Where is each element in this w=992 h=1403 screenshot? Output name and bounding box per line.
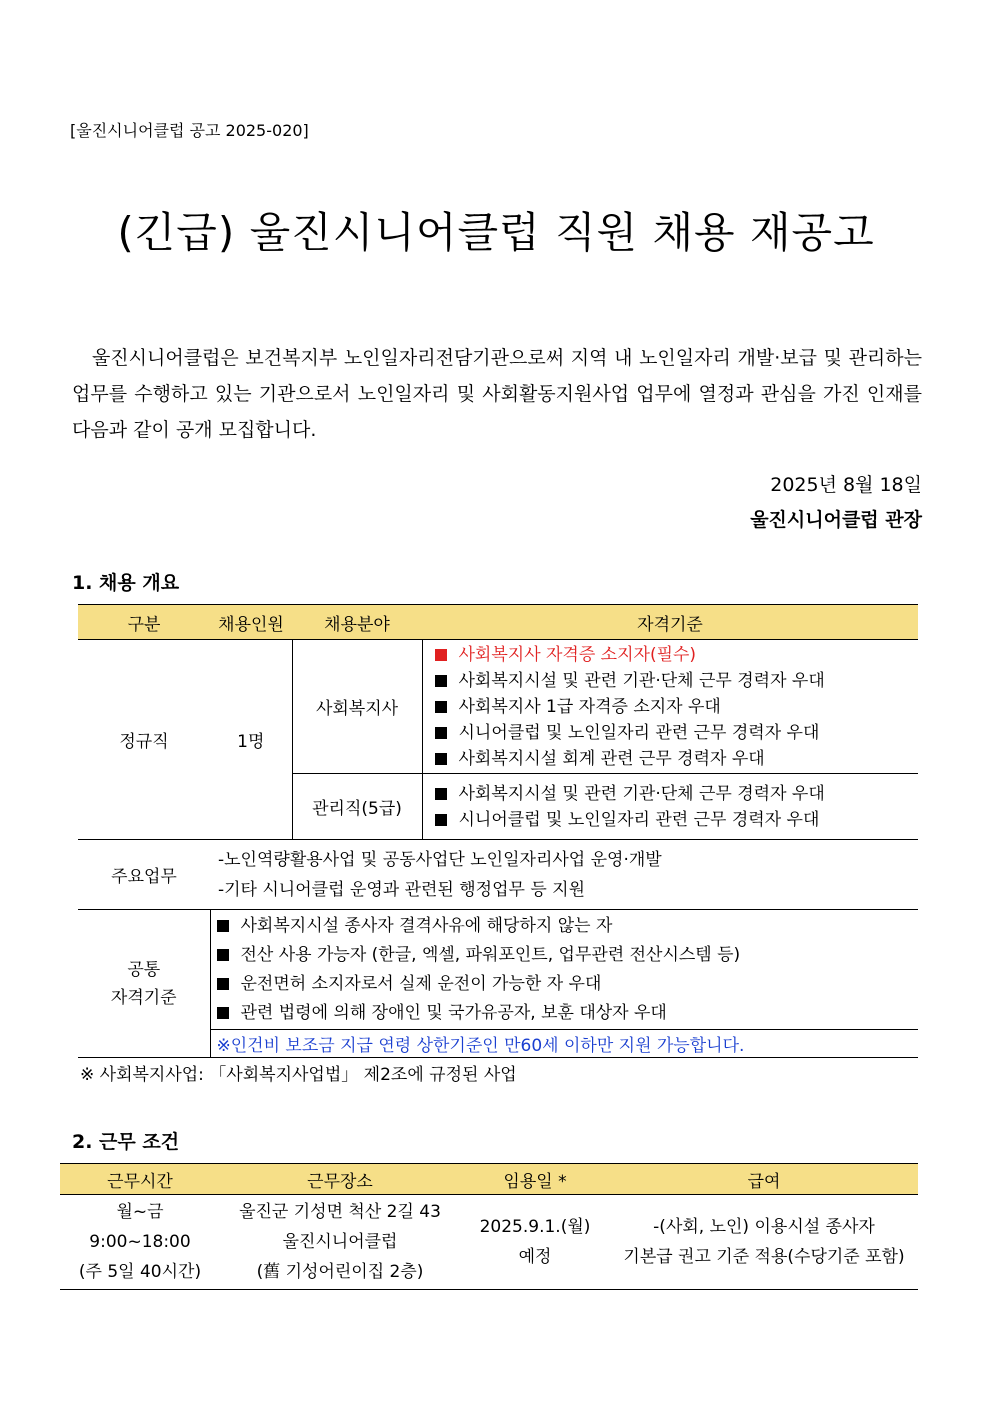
intro-paragraph: [72, 340, 922, 448]
conditions-header-row: [60, 1164, 918, 1195]
intro-text: 울진시니어클럽은 보건복지부 노인일자리전담기관으로써 지역 내 노인일자리 개발·보급 및 관리하는 업무를 수행하고 있는 기관으로서 노인일자리 및 사회활동지원사업 업무에 열정과 관심을 가진 인재를 다음과 같이 공개 모집합니다.: [72, 347, 922, 441]
common-item: 전산 사용 가능자 (한글, 엑셀, 파워포인트, 업무관련 전산시스템 등): [217, 941, 919, 970]
header-criteria: 자격기준: [422, 605, 918, 640]
criteria-item: 시니어클럽 및 노인일자리 관련 근무 경력자 우대: [435, 720, 919, 746]
duties-label: 주요업무: [78, 840, 210, 910]
red-square-bullet-icon: [435, 649, 447, 661]
hours-cell: 월~금 9:00~18:00 (주 5일 40시간): [60, 1195, 220, 1290]
duties-cell: [210, 840, 918, 910]
notice-number: [울진시니어클럽 공고 2025-020]: [70, 121, 309, 140]
recruitment-header-row: [78, 605, 918, 640]
square-bullet-icon: [217, 949, 229, 961]
age-limit-note: ※인건비 보조금 지급 연령 상한기준인 만60세 이하만 지원 가능합니다.: [210, 1030, 918, 1058]
header-start-date: 임용일 *: [460, 1164, 610, 1195]
criteria-item: 사회복지사 자격증 소지자(필수): [435, 642, 919, 668]
conditions-row: [60, 1195, 918, 1290]
header-salary: 급여: [610, 1164, 918, 1195]
square-bullet-icon: [217, 1007, 229, 1019]
page-title: (긴급) 울진시니어클럽 직원 채용 재공고: [117, 208, 875, 257]
duty-item: -기타 시니어클럽 운영과 관련된 행정업무 등 지원: [218, 879, 585, 900]
common-item: 사회복지시설 종사자 결격사유에 해당하지 않는 자: [217, 912, 919, 941]
square-bullet-icon: [217, 920, 229, 932]
header-category: 구분: [78, 605, 210, 640]
square-bullet-icon: [435, 788, 447, 800]
field-name-manager: 관리직(5급): [292, 774, 422, 840]
common-item: 운전면허 소지자로서 실제 운전이 가능한 자 우대: [217, 970, 919, 999]
recruitment-table: [78, 604, 918, 1058]
square-bullet-icon: [435, 701, 447, 713]
criteria-item: 사회복지시설 및 관련 기관·단체 근무 경력자 우대: [435, 668, 919, 694]
header-field: 채용분야: [292, 605, 422, 640]
criteria-item: 사회복지시설 및 관련 기관·단체 근무 경력자 우대: [435, 781, 919, 807]
category-cell: 정규직: [78, 640, 210, 840]
square-bullet-icon: [435, 814, 447, 826]
criteria-manager: [422, 774, 918, 840]
duty-item: -노인역량활용사업 및 공동사업단 노인일자리사업 운영·개발: [218, 849, 662, 870]
salary-cell: -(사회, 노인) 이용시설 종사자 기본급 권고 기준 적용(수당기준 포함): [610, 1195, 918, 1290]
section2-title: 2. 근무 조건: [72, 1131, 180, 1153]
place-cell: 울진군 기성면 척산 2길 43 울진시니어클럽 (舊 기성어린이집 2층): [220, 1195, 460, 1290]
notice-date: 2025년 8월 18일: [770, 474, 922, 496]
criteria-item: 사회복지시설 회계 관련 근무 경력자 우대: [435, 746, 919, 772]
header-place: 근무장소: [220, 1164, 460, 1195]
criteria-item: 사회복지사 1급 자격증 소지자 우대: [435, 694, 919, 720]
duties-row: [78, 840, 918, 910]
headcount-cell: 1명: [210, 640, 292, 840]
issuer: 울진시니어클럽 관장: [750, 509, 922, 531]
field-row-social-worker: [78, 640, 918, 774]
header-hours: 근무시간: [60, 1164, 220, 1195]
common-item: 관련 법령에 의해 장애인 및 국가유공자, 보훈 대상자 우대: [217, 999, 919, 1028]
square-bullet-icon: [435, 727, 447, 739]
criteria-social-worker: [422, 640, 918, 774]
square-bullet-icon: [435, 753, 447, 765]
square-bullet-icon: [435, 675, 447, 687]
start-date-cell: 2025.9.1.(월) 예정: [460, 1195, 610, 1290]
criteria-item: 시니어클럽 및 노인일자리 관련 근무 경력자 우대: [435, 807, 919, 833]
section1-title: 1. 채용 개요: [72, 572, 180, 594]
header-headcount: 채용인원: [210, 605, 292, 640]
work-conditions-table: [60, 1163, 918, 1290]
footnote: ※ 사회복지사업: 「사회복지사업법」 제2조에 규정된 사업: [80, 1065, 517, 1085]
square-bullet-icon: [217, 978, 229, 990]
common-criteria-row: [78, 910, 918, 1030]
common-criteria-cell: [210, 910, 918, 1030]
common-label: 공통 자격기준: [78, 910, 210, 1058]
field-name-social-worker: 사회복지사: [292, 640, 422, 774]
